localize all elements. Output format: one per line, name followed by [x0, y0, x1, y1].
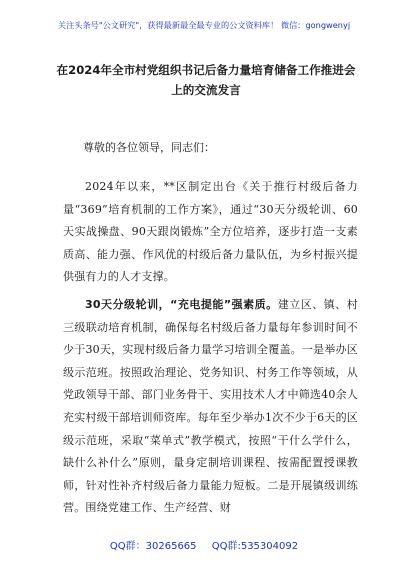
- header-banner: 关注头条号"公文研究"，获得最新最全最专业的公文资料库！ 微信：gongwenyj: [57, 20, 351, 30]
- footer-qq-group-2: QQ群:535304092: [211, 541, 299, 552]
- footer-contacts: [0, 537, 408, 552]
- salutation: 尊敬的各位领导，同志们：: [83, 141, 215, 154]
- paragraph-2-body: 建立区、镇、村三级联动培育机制，确保每名村级后备力量每年参训时间不少于30天，实现村级后备力量学习培训全覆盖。一是举办区级示范班。按照政治理论、党务知识、村务工作等领域，从党政领导干部、部门业务骨干、实用技术人才中筛选40余人充实村级干部培训师资库。每年至少举办1次不少于6天的区级示范班，采取“菜单式”教学模式，按照“干什么学什么，缺什么补什么”原则，量身定制培训课程、按需配置授课教师，针对性补齐村级后备力量能力短板。二是开展镇级训练营。围绕党建工作、生产经营、财: [63, 298, 358, 515]
- paragraph-2: [63, 294, 358, 520]
- paragraph-2-lead: 30天分级轮训，“充电提能”强素质。: [85, 298, 278, 311]
- footer-qq-group-1: QQ群：30265665: [109, 541, 197, 552]
- paragraph-1: 2024年以来，**区制定出台《关于推行村级后备力量“369”培育机制的工作方案》，通过“30天分级轮训、60天实战操盘、90天跟岗锻炼”全方位培养，逐步打造一支素质高、能力强、作风优的村级后备力量队伍，为乡村振兴提供强有力的人才支撑。: [63, 180, 358, 284]
- document-title: 在2024年全市村党组织书记后备力量培育储备工作推进会上的交流发言: [56, 63, 356, 97]
